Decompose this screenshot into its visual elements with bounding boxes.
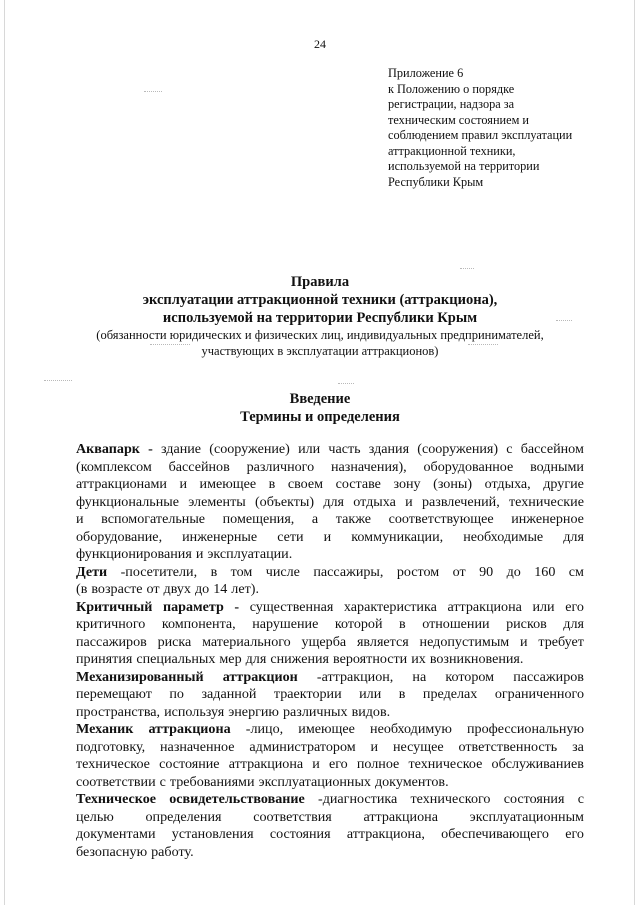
word: аттракциона <box>228 756 304 772</box>
word: или <box>359 686 382 702</box>
word: снижения <box>270 651 330 667</box>
word: необходимую <box>370 721 452 737</box>
word: их <box>411 651 426 667</box>
word: элементы <box>188 493 246 510</box>
word: с <box>506 441 513 457</box>
text-line <box>76 581 584 599</box>
appendix-line: соблюдением правил эксплуатации <box>388 128 573 142</box>
word: и <box>323 528 332 545</box>
word: или <box>298 441 321 457</box>
text-line <box>76 511 584 529</box>
word: специальных <box>136 651 216 667</box>
text-line <box>76 441 584 459</box>
text-line <box>76 651 584 669</box>
term-word: Техническое <box>76 791 156 807</box>
word: техническое <box>76 756 150 772</box>
word: до <box>506 563 521 580</box>
word: материального <box>202 633 291 650</box>
text-line <box>76 599 584 617</box>
word: сети <box>277 528 304 545</box>
word: и <box>405 493 413 510</box>
word: аттракционами <box>76 476 167 492</box>
word: характеристика <box>343 598 437 615</box>
definitions-text <box>76 441 584 861</box>
word: котором <box>445 668 495 685</box>
word: используя <box>164 703 225 720</box>
word: функционирования <box>76 546 192 562</box>
word: документов. <box>374 773 449 790</box>
word: мер <box>219 651 242 667</box>
word: администратором <box>249 738 356 755</box>
word: оборудованное <box>423 458 514 475</box>
word: водными <box>530 458 584 475</box>
word: в <box>399 616 406 632</box>
word: с <box>159 773 166 790</box>
term-word: - <box>234 598 240 615</box>
text-line <box>76 739 584 757</box>
appendix-line: используемой на территории <box>388 159 540 173</box>
introduction-heading <box>0 390 640 426</box>
term-word: - <box>148 441 153 457</box>
word: пассажиры, <box>313 563 384 580</box>
word: заданной <box>201 686 257 702</box>
word: перемещают <box>76 686 152 702</box>
word: различного <box>246 458 315 475</box>
text-line <box>76 476 584 494</box>
word: пространства, <box>76 703 161 720</box>
word: 14 <box>213 581 228 597</box>
word: коммуникации, <box>351 528 444 545</box>
word: здания <box>368 441 410 457</box>
rules-note: участвующих в эксплуатации аттракционов) <box>201 344 439 358</box>
word: риска <box>157 633 192 650</box>
rules-title: Правила <box>290 274 350 290</box>
appendix-header <box>388 66 618 190</box>
scan-artifact <box>144 91 162 92</box>
word: пассажиров <box>513 668 584 685</box>
word: для <box>563 616 584 632</box>
word: в <box>210 563 218 580</box>
appendix-line: Республики Крым <box>388 174 484 189</box>
word: и <box>312 756 320 772</box>
word: (зоны) <box>433 476 473 492</box>
word: зону <box>393 476 421 492</box>
appendix-line: к Положению о порядке <box>388 81 515 96</box>
word: целью <box>76 808 114 825</box>
terms-title: Термины и определения <box>240 409 400 425</box>
text-line <box>76 616 584 634</box>
word: в <box>398 686 406 702</box>
text-line <box>76 564 584 582</box>
term-word: аттракциона <box>148 721 231 737</box>
word: определения <box>145 808 222 825</box>
text-line <box>76 791 584 809</box>
word: недопустимым <box>419 633 510 650</box>
term-word: освидетельствование <box>169 791 305 807</box>
term-word: Механизированный <box>76 668 204 685</box>
word: его <box>565 826 584 842</box>
text-line <box>76 494 584 512</box>
term-word: Механик <box>76 721 134 737</box>
word: 90 <box>479 563 494 580</box>
word: инженерные <box>182 528 258 545</box>
text-line <box>76 529 584 547</box>
word: подготовку, <box>76 738 146 755</box>
word: состояния <box>503 791 565 807</box>
text-line <box>76 546 584 564</box>
word: является <box>356 633 409 650</box>
word: назначенное <box>160 738 235 755</box>
scan-artifact <box>460 268 474 269</box>
term-word: Дети <box>76 563 108 580</box>
word: отдыха, <box>484 476 531 492</box>
word: компонента, <box>161 616 236 632</box>
word: которой <box>334 616 383 632</box>
word: имеющее <box>298 721 355 737</box>
word: технического <box>410 791 491 807</box>
word: соответствующее <box>388 511 494 527</box>
word: за <box>572 738 584 755</box>
word: соответствия <box>253 808 332 825</box>
word: или <box>532 598 555 615</box>
word: также <box>335 511 372 527</box>
word: аттракциона, <box>346 826 425 842</box>
word: -лицо, <box>245 721 284 737</box>
page-number: 24 <box>314 37 326 51</box>
appendix-line: аттракционной техники, <box>388 143 516 158</box>
word: различных <box>282 703 348 720</box>
word: (сооружения) <box>417 441 499 457</box>
word: до <box>194 581 210 597</box>
text-line <box>76 669 584 687</box>
appendix-line: техническим состоянием и <box>388 112 530 127</box>
word: технические <box>509 493 584 510</box>
word: (комплексом <box>76 458 152 475</box>
word: и <box>195 546 204 562</box>
word: ущерба <box>301 633 347 650</box>
word: отношении <box>422 616 490 632</box>
text-line <box>76 721 584 739</box>
word: от <box>452 563 466 580</box>
word: эксплуатации. <box>207 546 293 562</box>
word: для <box>245 651 267 667</box>
word: траектории <box>273 686 342 702</box>
word: эксплуатационных <box>258 773 371 790</box>
word: (сооружение) <box>209 441 290 457</box>
word: ответственность <box>458 738 558 755</box>
word: и <box>76 511 84 527</box>
word: документами <box>76 826 156 842</box>
word: рисков <box>506 616 547 632</box>
word: его <box>328 756 348 772</box>
word: назначения), <box>330 458 407 475</box>
word: аттракциона <box>363 808 438 825</box>
word: с <box>577 791 584 807</box>
word: часть <box>328 441 361 457</box>
word: бассейном <box>520 441 584 457</box>
word: и <box>370 738 379 755</box>
word: по <box>169 686 184 702</box>
word: функциональные <box>76 493 179 510</box>
word: для <box>563 528 584 545</box>
text-line <box>76 686 584 704</box>
word: его <box>565 598 584 615</box>
scan-edge-left <box>4 0 5 905</box>
word: инженерное <box>511 511 584 527</box>
word: оборудование, <box>76 528 163 545</box>
scan-edge-right <box>634 0 635 905</box>
word: нарушение <box>252 616 319 632</box>
word: энергию <box>228 703 279 720</box>
rules-subtitle: эксплуатации аттракционной техники (аттракциона), <box>142 292 498 308</box>
word: 160 <box>534 563 556 580</box>
word: см <box>568 563 584 580</box>
word: а <box>311 511 319 527</box>
word: вспомогательные <box>101 511 206 527</box>
word: пределах <box>422 686 478 702</box>
text-line <box>76 756 584 774</box>
word: и <box>520 633 528 650</box>
text-line <box>76 704 584 722</box>
appendix-line: регистрации, надзора за <box>388 97 515 111</box>
word: составе <box>335 476 381 492</box>
word: (объекты) <box>254 493 315 510</box>
word: пассажиров <box>76 633 147 650</box>
word: вероятности <box>333 651 408 667</box>
text-line <box>76 809 584 827</box>
word: отдыха <box>353 493 396 510</box>
word: работу. <box>151 843 194 860</box>
text-line <box>76 634 584 652</box>
word: развлечений, <box>421 493 500 510</box>
word: принятия <box>76 651 133 667</box>
word: здание <box>160 441 202 457</box>
word: техническое <box>408 756 483 772</box>
word: (в <box>76 581 88 597</box>
text-line <box>76 459 584 477</box>
scan-artifact <box>338 383 354 384</box>
scan-artifact <box>44 380 72 381</box>
word: полное <box>356 756 400 772</box>
term-word: Критичный <box>76 598 153 615</box>
word: видов. <box>351 703 391 720</box>
word: обслуживаниев <box>491 756 584 772</box>
text-line <box>76 774 584 792</box>
word: помещения, <box>222 511 295 527</box>
word: в <box>268 476 276 492</box>
word: обеспечивающего <box>441 826 549 842</box>
word: соответствии <box>76 773 156 790</box>
word: несущее <box>392 738 444 755</box>
word: необходимые <box>463 528 544 545</box>
word: эксплуатационным <box>469 808 584 825</box>
text-line <box>76 844 584 862</box>
word: профессиональную <box>467 721 584 737</box>
word: ограниченного <box>494 686 584 702</box>
rules-subtitle: используемой на территории Республики Крым <box>162 310 478 326</box>
word: критичного <box>76 616 146 632</box>
word: двух <box>163 581 191 597</box>
word: существенная <box>249 598 334 615</box>
word: возрасте <box>91 581 143 597</box>
word: требованиями <box>169 773 255 790</box>
word: и <box>179 476 187 492</box>
word: требует <box>538 633 584 650</box>
rules-note: (обязанности юридических и физических лиц, индивидуальных предпринимателей, <box>96 328 544 342</box>
term-word: Аквапарк <box>76 441 140 457</box>
word: своем <box>287 476 324 492</box>
word: аттракциона <box>447 598 522 615</box>
word: от <box>146 581 160 597</box>
word: бассейнов <box>168 458 230 475</box>
term-word: аттракцион <box>222 668 298 685</box>
word: -посетители, <box>120 563 198 580</box>
word: ростом <box>396 563 440 580</box>
appendix-line: Приложение 6 <box>388 66 464 80</box>
word: лет). <box>231 581 259 597</box>
term-word: параметр <box>163 598 224 615</box>
word: возникновения. <box>429 651 524 667</box>
word: состояние <box>159 756 220 772</box>
word: на <box>412 668 427 685</box>
text-line <box>76 826 584 844</box>
word: другие <box>543 476 584 492</box>
word: для <box>323 493 345 510</box>
word: установления <box>171 826 254 842</box>
word: имеющее <box>199 476 257 492</box>
word: числе <box>265 563 300 580</box>
word: -диагностика <box>318 791 398 807</box>
introduction-title: Введение <box>289 391 351 407</box>
word: -аттракцион, <box>316 668 394 685</box>
word: безопасную <box>76 843 148 860</box>
word: состояния <box>269 826 331 842</box>
word: том <box>230 563 253 580</box>
rules-heading <box>0 273 640 359</box>
